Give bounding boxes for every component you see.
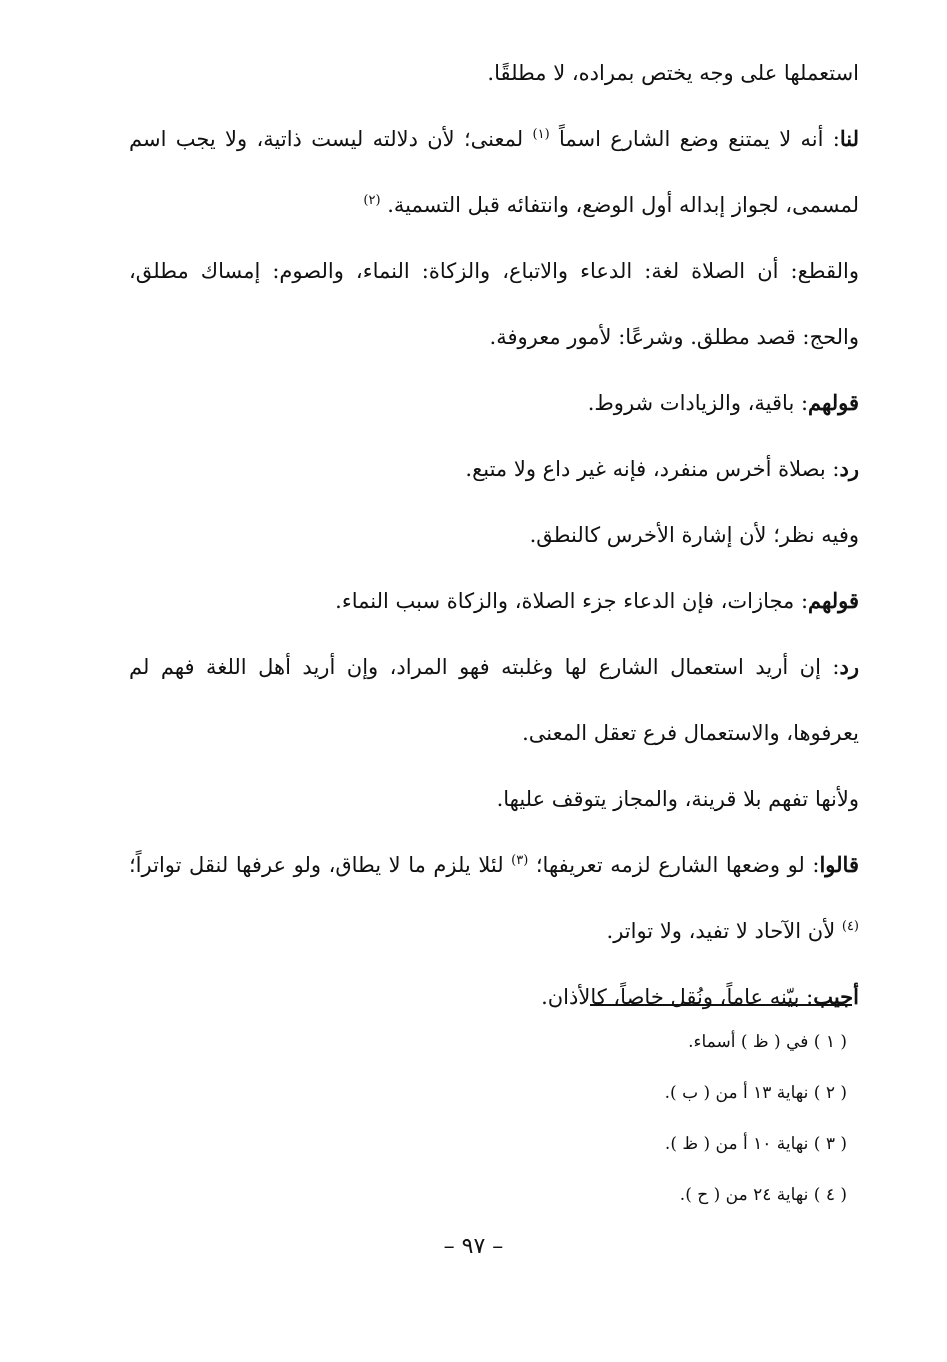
footnote-2: ( ٢ ) نهاية ١٣ أ من ( ب ).	[664, 1083, 847, 1103]
footnote-ref-4: (٤)	[841, 919, 859, 934]
footnote-ref-3: (٣)	[511, 853, 529, 868]
paragraph-4-lead: قولهم	[808, 390, 859, 415]
paragraph-3	[129, 238, 859, 370]
paragraph-7	[129, 568, 859, 634]
paragraph-5-text: : بصلاة أخرس منفرد، فإنه غير داع ولا متبع.	[465, 457, 840, 481]
page-number: – ٩٧ –	[443, 1234, 504, 1259]
paragraph-4-text: : باقية، والزيادات شروط.	[587, 391, 809, 415]
paragraph-2-lead: لنا	[839, 126, 859, 151]
paragraph-2-text-b: لمعنى؛ لأن دلالته ليست ذاتية، ولا يجب اسم لمسمى، لجواز إبداله أول الوضع، وانتفائه قبل التسمية.	[129, 127, 859, 217]
footnote-4: ( ٤ ) نهاية ٢٤ من ( ح ).	[679, 1185, 847, 1205]
paragraph-1-text: استعملها على وجه يختص بمراده، لا مطلقًا.	[487, 61, 859, 85]
paragraph-4	[129, 370, 859, 436]
paragraph-2	[129, 106, 859, 238]
paragraph-10-lead: قالوا	[819, 852, 859, 877]
footnotes	[347, 1017, 847, 1221]
paragraph-11-text: : بيّنه عاماً، ونُقل خاصاً، كالأذان.	[541, 985, 814, 1009]
paragraph-7-lead: قولهم	[808, 588, 859, 613]
paragraph-11-lead: أجيب	[813, 984, 859, 1009]
paragraph-1	[129, 40, 859, 106]
paragraph-9	[129, 766, 859, 832]
paragraph-10-text-c: لأن الآحاد لا تفيد، ولا تواتر.	[606, 919, 836, 943]
footnote-ref-1: (١)	[532, 127, 550, 142]
footnote-ref-2: (٢)	[363, 193, 381, 208]
paragraph-8	[129, 634, 859, 766]
paragraph-9-text: ولأنها تفهم بلا قرينة، والمجاز يتوقف عليها.	[496, 787, 859, 811]
paragraph-10-text-a: : لو وضعها الشارع لزمه تعريفها؛	[535, 853, 820, 877]
paragraph-5-lead: رد	[839, 456, 859, 481]
paragraph-5	[129, 436, 859, 502]
paragraph-6-text: وفيه نظر؛ لأن إشارة الأخرس كالنطق.	[529, 523, 859, 547]
paragraph-8-lead: رد	[839, 654, 859, 679]
paragraph-8-text: : إن أريد استعمال الشارع لها وغلبته فهو المراد، وإن أريد أهل اللغة فهم لم يعرفوها، والاستعمال فرع تعقل المعنى.	[129, 655, 859, 745]
footnote-divider	[590, 1004, 852, 1006]
footnote-3: ( ٣ ) نهاية ١٠ أ من ( ظ ).	[664, 1134, 847, 1154]
footnote-1: ( ١ ) في ( ظ ) أسماء.	[688, 1032, 847, 1052]
paragraph-2-text-a: : أنه لا يمتنع وضع الشارع اسماً	[558, 127, 840, 151]
paragraph-10	[129, 832, 859, 964]
paragraph-7-text: : مجازات، فإن الدعاء جزء الصلاة، والزكاة سبب النماء.	[335, 589, 809, 613]
paragraph-3-text: والقطع: أن الصلاة لغة: الدعاء والاتباع، والزكاة: النماء، والصوم: إمساك مطلق، والحج: قصد مطلق. وشرعًا: لأمور معروفة.	[129, 259, 859, 349]
paragraph-10-text-b: لئلا يلزم ما لا يطاق، ولو عرفها لنقل تواتراً؛	[129, 853, 504, 877]
main-text	[129, 40, 859, 1030]
paragraph-6	[129, 502, 859, 568]
